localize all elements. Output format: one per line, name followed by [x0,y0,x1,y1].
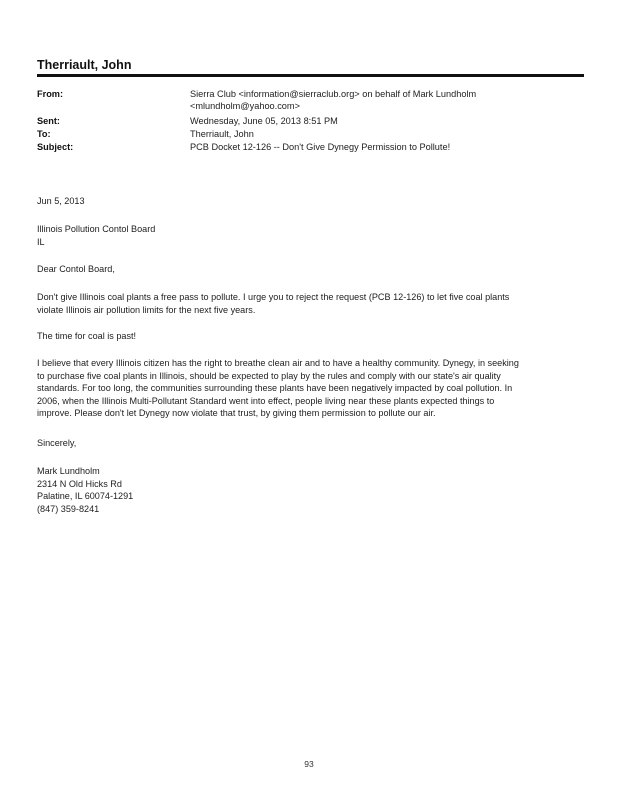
paragraph-2: The time for coal is past! [37,331,137,341]
page-number: 93 [304,759,314,769]
from-label: From: [37,89,64,99]
header-divider [37,74,584,77]
sent-value: Wednesday, June 05, 2013 8:51 PM [190,116,338,126]
paragraph-line: improve. Please don't let Dynegy now violate that trust, by giving them permission to pollute our air. [37,408,436,419]
paragraph-3 [37,357,582,420]
from-value-line-2: <mlundholm@yahoo.com> [190,101,300,111]
paragraph-line: I believe that every Illinois citizen has the right to breathe clean air and to have a healthy community. Dynegy, in seeking [37,358,519,368]
recipient-line: IL [37,236,45,247]
sent-label: Sent: [37,116,60,126]
recipient-line: Illinois Pollution Contol Board [37,224,156,234]
paragraph-line: Don't give Illinois coal plants a free pass to pollute. I urge you to reject the request (PCB 12-126) to let five coal plants [37,292,510,302]
signature-phone: (847) 359-8241 [37,503,100,514]
paragraph-line: standards. For too long, the communities surrounding these plants have been negatively impacted by coal pollution. In [37,383,513,394]
from-value-line-1: Sierra Club <information@sierraclub.org> on behalf of Mark Lundholm [190,89,477,99]
mailbox-owner-name: Therriault, John [37,58,132,72]
signature-name: Mark Lundholm [37,466,100,476]
to-value: Therriault, John [190,129,254,139]
paragraph-line: violate Illinois air pollution limits for the next five years. [37,304,256,315]
closing: Sincerely, [37,438,77,448]
recipient-block [37,223,582,248]
subject-value: PCB Docket 12-126 -- Don't Give Dynegy Permission to Pollute! [190,142,451,152]
paragraph-line: 2006, when the Illinois Multi-Pollutant Standard went into effect, people living near these plants expected things to [37,395,495,406]
paragraph-line: to purchase five coal plants in Illinois, should be expected to play by the rules and comply with our state's air quality [37,370,501,381]
salutation: Dear Contol Board, [37,264,115,274]
to-label: To: [37,129,51,139]
letter-date: Jun 5, 2013 [37,196,85,206]
signature-block [37,465,582,515]
paragraph-1 [37,291,582,316]
subject-label: Subject: [37,142,74,152]
signature-address: 2314 N Old Hicks Rd [37,478,122,489]
signature-city: Palatine, IL 60074-1291 [37,491,134,502]
